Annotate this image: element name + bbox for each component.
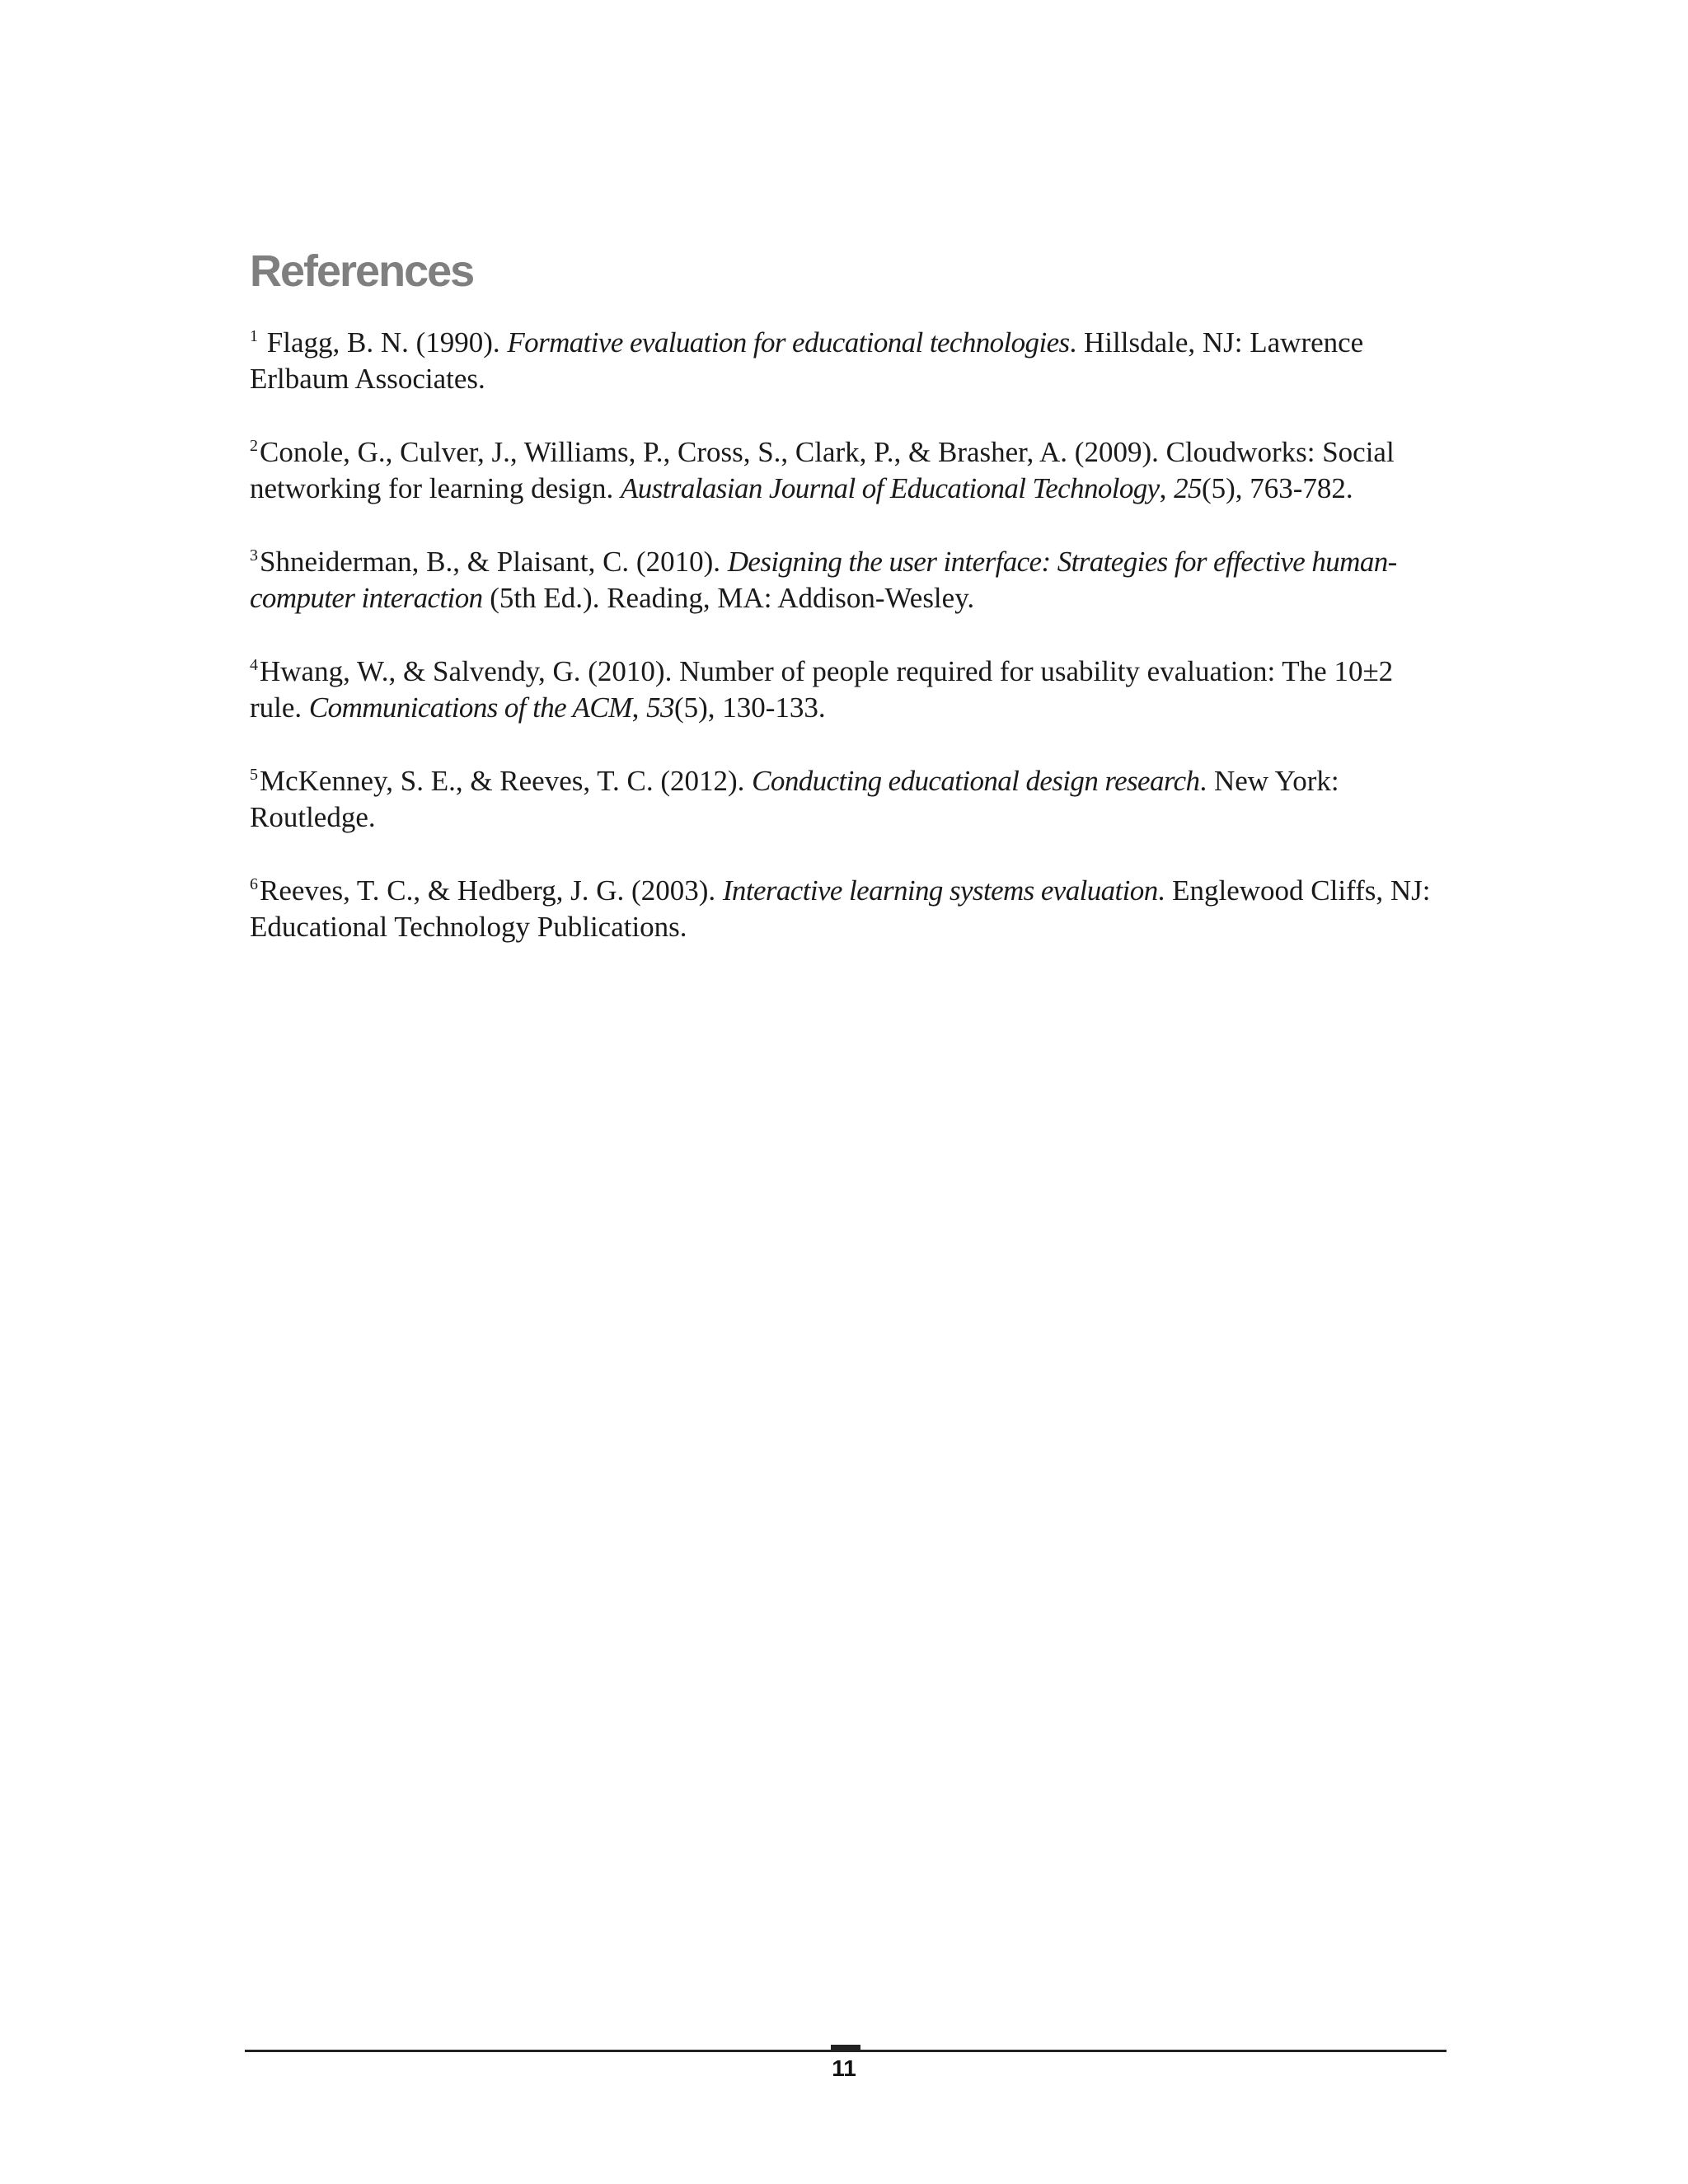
- reference-volume: 53: [646, 691, 674, 724]
- reference-title: Interactive learning systems evaluation: [722, 874, 1158, 907]
- reference-number: 1: [250, 327, 258, 346]
- reference-authors: Reeves, T. C., & Hedberg, J. G. (2003).: [260, 874, 723, 907]
- reference-item: [250, 325, 1445, 397]
- reference-volume: 25: [1174, 472, 1202, 504]
- reference-authors: McKenney, S. E., & Reeves, T. C. (2012).: [260, 765, 753, 797]
- reference-publisher: (5th Ed.). Reading, MA: Addison-Wesley.: [482, 582, 975, 614]
- reference-title: Communications of the ACM: [308, 691, 632, 724]
- reference-authors: Shneiderman, B., & Plaisant, C. (2010).: [260, 546, 728, 578]
- reference-list: [250, 325, 1445, 982]
- reference-item: [250, 873, 1445, 945]
- references-heading: References: [250, 246, 474, 296]
- reference-title: Formative evaluation for educational technologies: [507, 326, 1070, 359]
- footer-rule: [245, 2050, 1447, 2052]
- reference-item: [250, 763, 1445, 836]
- reference-authors: Flagg, B. N. (1990).: [260, 326, 508, 359]
- reference-number: 3: [250, 546, 258, 565]
- reference-number: 6: [250, 875, 258, 894]
- reference-number: 5: [250, 766, 258, 785]
- reference-publisher: . New York: Routledge.: [250, 765, 1339, 833]
- reference-number: 2: [250, 437, 258, 456]
- reference-publisher: (5), 130-133.: [673, 691, 826, 724]
- reference-title: Australasian Journal of Educational Technology: [621, 472, 1160, 504]
- reference-item: $^4$Hwang, W., & Salvendy, G. (2010). Number of people required for usability evaluation: The 10±2 rule. Communications of the ACM, 53(5), 130-133.: [250, 655, 1394, 724]
- reference-number: 4: [250, 656, 258, 675]
- reference-item: [250, 544, 1445, 616]
- reference-item: $^2$Conole, G., Culver, J., Williams, P., Cross, S., Clark, P., & Brasher, A. (2009). Cloudworks: Social networking for learning design. Australasian Journal of Educational Technology, 25(5), 763-782.: [250, 436, 1395, 504]
- reference-authors: Hwang, W., & Salvendy, G. (2010). Number of people required for usability evaluation: The 10±2 rule.: [250, 655, 1394, 724]
- reference-authors: Conole, G., Culver, J., Williams, P., Cross, S., Clark, P., & Brasher, A. (2009). Cloudworks: Social networking for learning design.: [250, 436, 1395, 504]
- reference-publisher: . Englewood Cliffs, NJ: Educational Technology Publications.: [250, 874, 1431, 943]
- reference-publisher: (5), 763-782.: [1201, 472, 1353, 504]
- reference-title: Designing the user interface: Strategies for effective human-computer interaction: [250, 546, 1397, 614]
- page-number: 11: [832, 2055, 856, 2081]
- reference-publisher: . Hillsdale, NJ: Lawrence Erlbaum Associates.: [250, 326, 1364, 395]
- reference-title: Conducting educational design research: [752, 765, 1200, 797]
